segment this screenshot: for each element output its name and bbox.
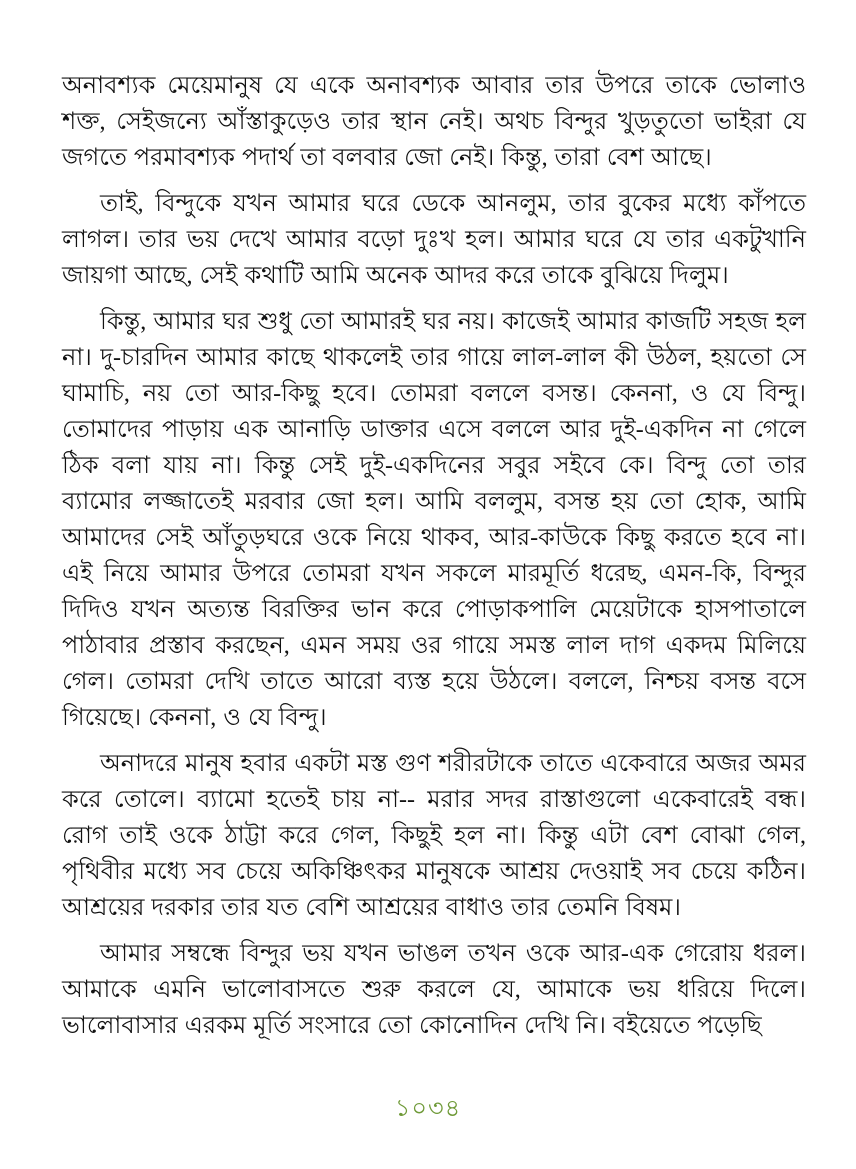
body-paragraph: অনাদরে মানুষ হবার একটা মস্ত গুণ শরীরটাকে তাতে একেবারে অজর অমর করে তোলে। ব্যামো হতেই চায় না-- মরার সদর রাস্তাগুলো একেবারেই বন্ধ। রোগ তাই ওকে ঠাট্টা করে গেল, কিছুই হল না। কিন্তু এটা বেশ বোঝা গেল, পৃথিবীর মধ্যে সব চেয়ে অকিঞ্চিৎকর মানুষকে আশ্রয় দেওয়াই সব চেয়ে কঠিন। আশ্রয়ের দরকার তার যত বেশি আশ্রয়ের বাধাও তার তেমনি বিষম। xyxy=(62,751,806,921)
text-block xyxy=(62,68,806,1054)
page-number: ১০৩৪ xyxy=(394,1096,462,1122)
body-paragraph: আমার সম্বন্ধে বিন্দুর ভয় যখন ভাঙল তখন ওকে আর-এক গেরোয় ধরল। আমাকে এমনি ভালোবাসতে শুরু করলে যে, আমাকে ভয় ধরিয়ে দিলে। ভালোবাসার এরকম মূর্তি সংসারে তো কোনোদিন দেখি নি। বইয়েতে পড়েছি xyxy=(62,941,806,1039)
body-paragraph: তাই, বিন্দুকে যখন আমার ঘরে ডেকে আনলুম, তার বুকের মধ্যে কাঁপতে লাগল। তার ভয় দেখে আমার বড়ো দুঃখ হল। আমার ঘরে যে তার একটুখানি জায়গা আছে, সেই কথাটি আমি অনেক আদর করে তাকে বুঝিয়ে দিলুম। xyxy=(62,191,806,289)
body-paragraph: অনাবশ্যক মেয়েমানুষ যে একে অনাবশ্যক আবার তার উপরে তাকে ভোলাও শক্ত, সেইজন্যে আঁস্তাকুড়েও তার স্থান নেই। অথচ বিন্দুর খুড়তুতো ভাইরা যে জগতে পরমাবশ্যক পদার্থ তা বলবার জো নেই। কিন্তু, তারা বেশ আছে। xyxy=(62,73,806,171)
body-paragraph: কিন্তু, আমার ঘর শুধু তো আমারই ঘর নয়। কাজেই আমার কাজটি সহজ হল না। দু-চারদিন আমার কাছে থাকলেই তার গায়ে লাল-লাল কী উঠল, হয়তো সে ঘামাচি, নয় তো আর-কিছু হবে। তোমরা বললে বসন্ত। কেননা, ও যে বিন্দু। তোমাদের পাড়ায় এক আনাড়ি ডাক্তার এসে বললে আর দুই-একদিন না গেলে ঠিক বলা যায় না। কিন্তু সেই দুই-একদিনের সবুর সইবে কে। বিন্দু তো তার ব্যামোর লজ্জাতেই মরবার জো হল। আমি বললুম, বসন্ত হয় তো হোক, আমি আমাদের সেই আঁতুড়ঘরে ওকে নিয়ে থাকব, আর-কাউকে কিছু করতে হবে না। এই নিয়ে আমার উপরে তোমরা যখন সকলে মারমূর্তি ধরেছ, এমন-কি, বিন্দুর দিদিও যখন অত্যন্ত বিরক্তির ভান করে পোড়াকপালি মেয়েটাকে হাসপাতালে পাঠাবার প্রস্তাব করছেন, এমন সময় ওর গায়ে সমস্ত লাল দাগ একদম মিলিয়ে গেল। তোমরা দেখি তাতে আরো ব্যস্ত হয়ে উঠলে। বললে, নিশ্চয় বসন্ত বসে গিয়েছে। কেননা, ও যে বিন্দু। xyxy=(62,309,806,731)
